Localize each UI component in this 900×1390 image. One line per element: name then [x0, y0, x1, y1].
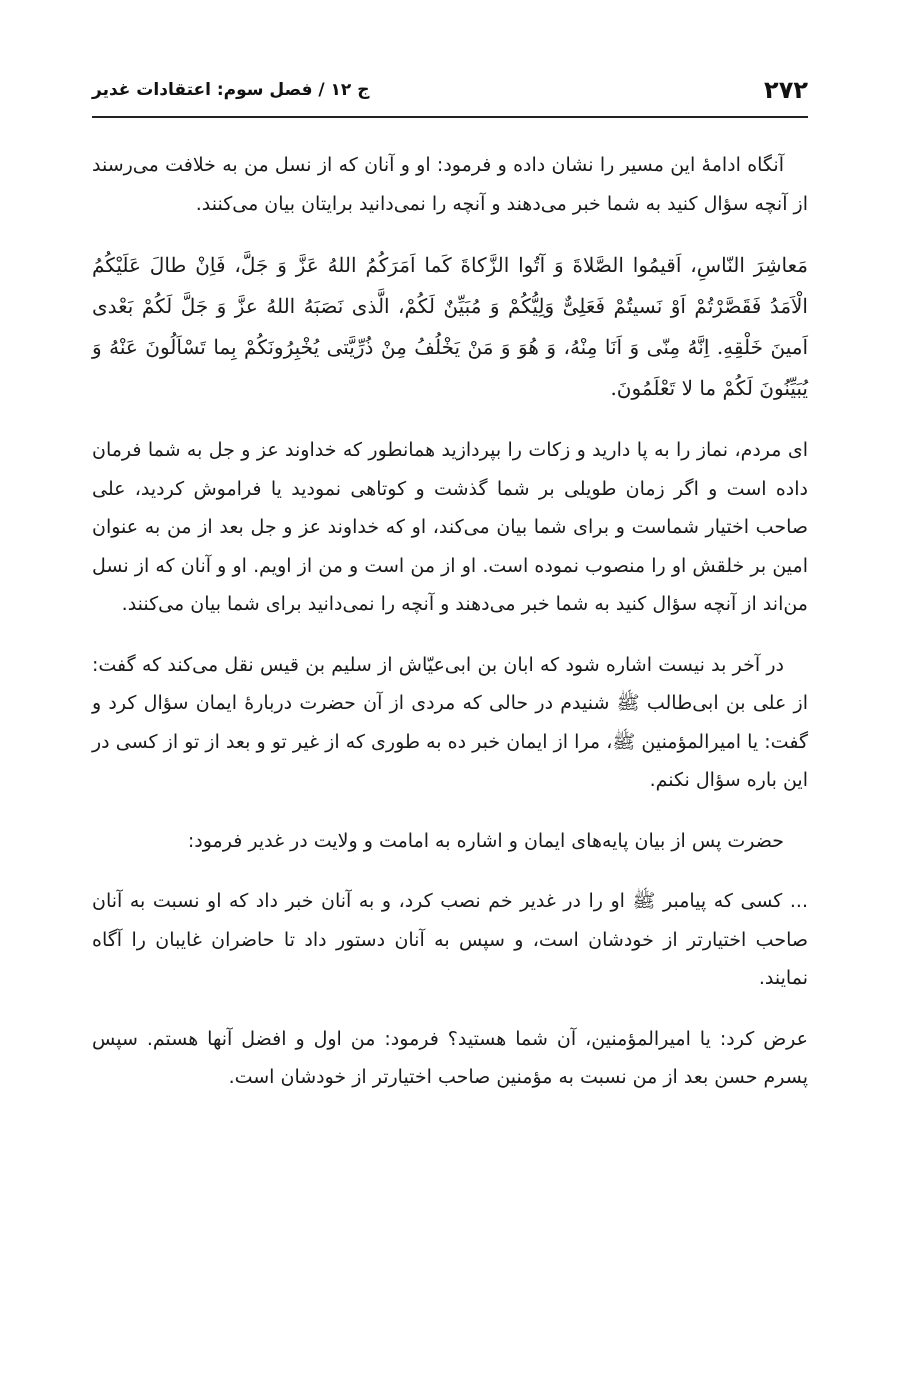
book-page: [92, 0, 808, 1390]
paragraph-transition: حضرت پس از بیان پایه‌های ایمان و اشاره به امامت و ولایت در غدیر فرمود:: [187, 829, 784, 852]
paragraph-narration: در آخر بد نیست اشاره شود که ابان بن ابی‌عیّاش از سلیم بن قیس نقل می‌کند که گفت: از علی بن ابی‌طالب ﷺ شنیدم در حالی که مردی از آن حضرت دربارهٔ ایمان سؤال کرد و گفت: یا امیرالمؤمنین ﷺ، مرا از ایمان خبر ده به طوری که از غیر تو و بعد از تو از کسی در این باره سؤال نکنم.: [92, 653, 808, 791]
paragraph-arabic-quote: مَعاشِرَ النّاسِ، اَقیمُوا الصَّلاةَ وَ آتُوا الزَّکاةَ کَما اَمَرَکُمُ اللهُ عَزَّ وَ جَلَّ، فَاِنْ طالَ عَلَیْکُمُ الْاَمَدُ فَقَصَّرْتُمْ اَوْ نَسیتُمْ فَعَلِیٌّ وَلِیُّکُمْ وَ مُبَیِّنٌ لَکُمْ، الَّذی نَصَبَهُ اللهُ عزَّ وَ جَلَّ لَکُمْ بَعْدی اَمینَ خَلْقِهِ. اِنَّهُ مِنّی وَ اَنَا مِنْهُ، وَ هُوَ وَ مَنْ یَخْلُفُ مِنْ ذُرِّیَّتی یُخْبِرُونَکُمْ بِما تَسْاَلُونَ عَنْهُ وَ یُبَیِّنُونَ لَکُمْ ما لا تَعْلَمُونَ.: [92, 253, 808, 400]
paragraph-dialogue: عرض کرد: یا امیرالمؤمنین، آن شما هستید؟ فرمود: من اول و افضل آنها هستم. سپس پسرم حسن بعد از من نسبت به مؤمنین صاحب اختیارتر از خودشان است.: [92, 1027, 808, 1088]
page-number: ۲۷۲: [764, 76, 808, 104]
header-divider: [92, 116, 808, 118]
page-body: [92, 146, 808, 1119]
paragraph-translation: ای مردم، نماز را به پا دارید و زکات را بپردازید همانطور که خداوند عز و جل به شما فرمان داده است و اگر زمان طویلی بر شما گذشت و کوتاهی نمودید یا فراموش کردید، علی صاحب اختیار شماست و برای شما بیان می‌کند، او که خداوند عز و جل بعد از من به عنوان امین بر خلقش او را منصوب نموده است. او از من است و من از اویم. او و آنان که از نسل من‌اند از آنچه سؤال کنید به شما خبر می‌دهند و آنچه را نمی‌دانید برای شما بیان می‌کنند.: [92, 439, 808, 615]
paragraph-quote-ghadir: ... کسی که پیامبر ﷺ او را در غدیر خم نصب کرد، و به آنان خبر داد که او نسبت به آنان صاحب اختیارتر از خودشان است، و سپس به آنان دستور داد تا حاضران غایبان را آگاه نمایند.: [92, 890, 808, 989]
running-header: [92, 70, 808, 110]
paragraph-intro: آنگاه ادامهٔ این مسیر را نشان داده و فرمود: او و آنان که از نسل من به خلافت می‌رسند از آنچه سؤال کنید به شما خبر می‌دهند و آنچه را نمی‌دانید برایتان بیان می‌کنند.: [92, 154, 808, 215]
chapter-header-title: ج ۱۲ / فصل سوم: اعتقادات غدیر: [92, 80, 370, 100]
